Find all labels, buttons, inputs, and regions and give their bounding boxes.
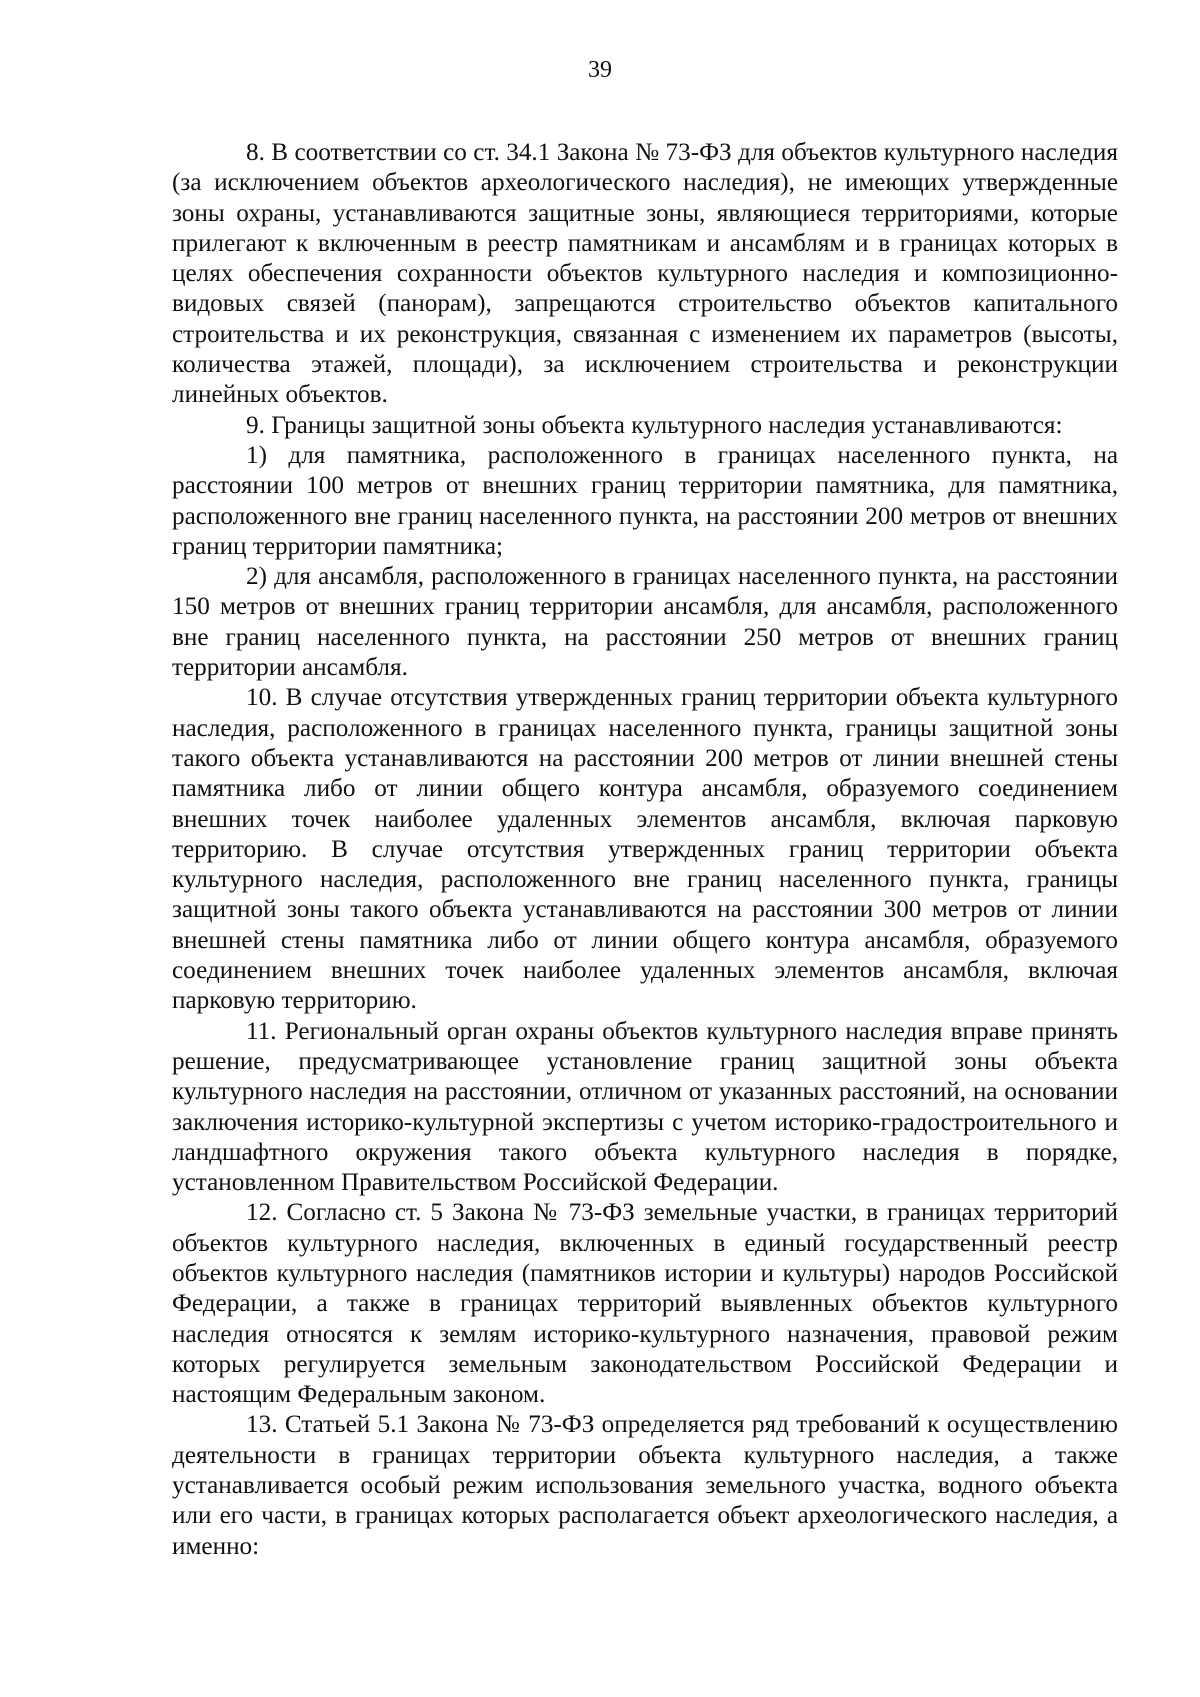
page-number: 39 (588, 57, 612, 83)
paragraph-11: 11. Региональный орган охраны объектов культурного наследия вправе принять решение, предусматривающее установление границ защитной зоны объекта культурного наследия на расстоянии, отличном от указанных расстояний, на основании заключения историко-культурной экспертизы с учетом историко-градостроительного и ландшафтного окружения такого объекта культурного наследия в порядке, установленном Правительством Российской Федерации. (172, 1017, 1118, 1197)
paragraph-9: 9. Границы защитной зоны объекта культурного наследия устанавливаются: (246, 411, 1063, 439)
paragraph-12: 12. Согласно ст. 5 Закона № 73-ФЗ земельные участки, в границах территорий объектов культурного наследия, включенных в единый государственный реестр объектов культурного наследия (памятников истории и культуры) народов Российской Федерации, а также в границах территорий выявленных объектов культурного наследия относятся к землям историко-культурного назначения, правовой режим которых регулируется земельным законодательством Российской Федерации и настоящим Федеральным законом. (172, 1199, 1118, 1409)
paragraph-9-item-1: 1) для памятника, расположенного в границах населенного пункта, на расстоянии 100 метров от внешних границ территории памятника, для памятника, расположенного вне границ населенного пункта, на расстоянии 200 метров от внешних границ территории памятника; (172, 441, 1118, 560)
document-body (172, 138, 1118, 1562)
paragraph-9-item-2: 2) для ансамбля, расположенного в границах населенного пункта, на расстоянии 150 метров от внешних границ территории ансамбля, для ансамбля, расположенного вне границ населенного пункта, на расстоянии 250 метров от внешних границ территории ансамбля. (172, 563, 1118, 682)
paragraph-13: 13. Статьей 5.1 Закона № 73-ФЗ определяется ряд требований к осуществлению деятельности в границах территории объекта культурного наследия, а также устанавливается особый режим использования земельного участка, водного объекта или его части, в границах которых располагается объект археологического наследия, а именно: (172, 1411, 1118, 1560)
paragraph-8: 8. В соответствии со ст. 34.1 Закона № 73-ФЗ для объектов культурного наследия (за исключением объектов археологического наследия), не имеющих утвержденные зоны охраны, устанавливаются защитные зоны, являющиеся территориями, которые прилегают к включенным в реестр памятникам и ансамблям и в границах которых в целях обеспечения сохранности объектов культурного наследия и композиционно-видовых связей (панорам), запрещаются строительство объектов капитального строительства и их реконструкция, связанная с изменением их параметров (высоты, количества этажей, площади), за исключением строительства и реконструкции линейных объектов. (172, 139, 1118, 409)
paragraph-10: 10. В случае отсутствия утвержденных границ территории объекта культурного наследия, расположенного в границах населенного пункта, границы защитной зоны такого объекта устанавливаются на расстоянии 200 метров от линии внешней стены памятника либо от линии общего контура ансамбля, образуемого соединением внешних точек наиболее удаленных элементов ансамбля, включая парковую территорию. В случае отсутствия утвержденных границ территории объекта культурного наследия, расположенного вне границ населенного пункта, границы защитной зоны такого объекта устанавливаются на расстоянии 300 метров от линии внешней стены памятника либо от линии общего контура ансамбля, образуемого соединением внешних точек наиболее удаленных элементов ансамбля, включая парковую территорию. (172, 684, 1118, 1015)
